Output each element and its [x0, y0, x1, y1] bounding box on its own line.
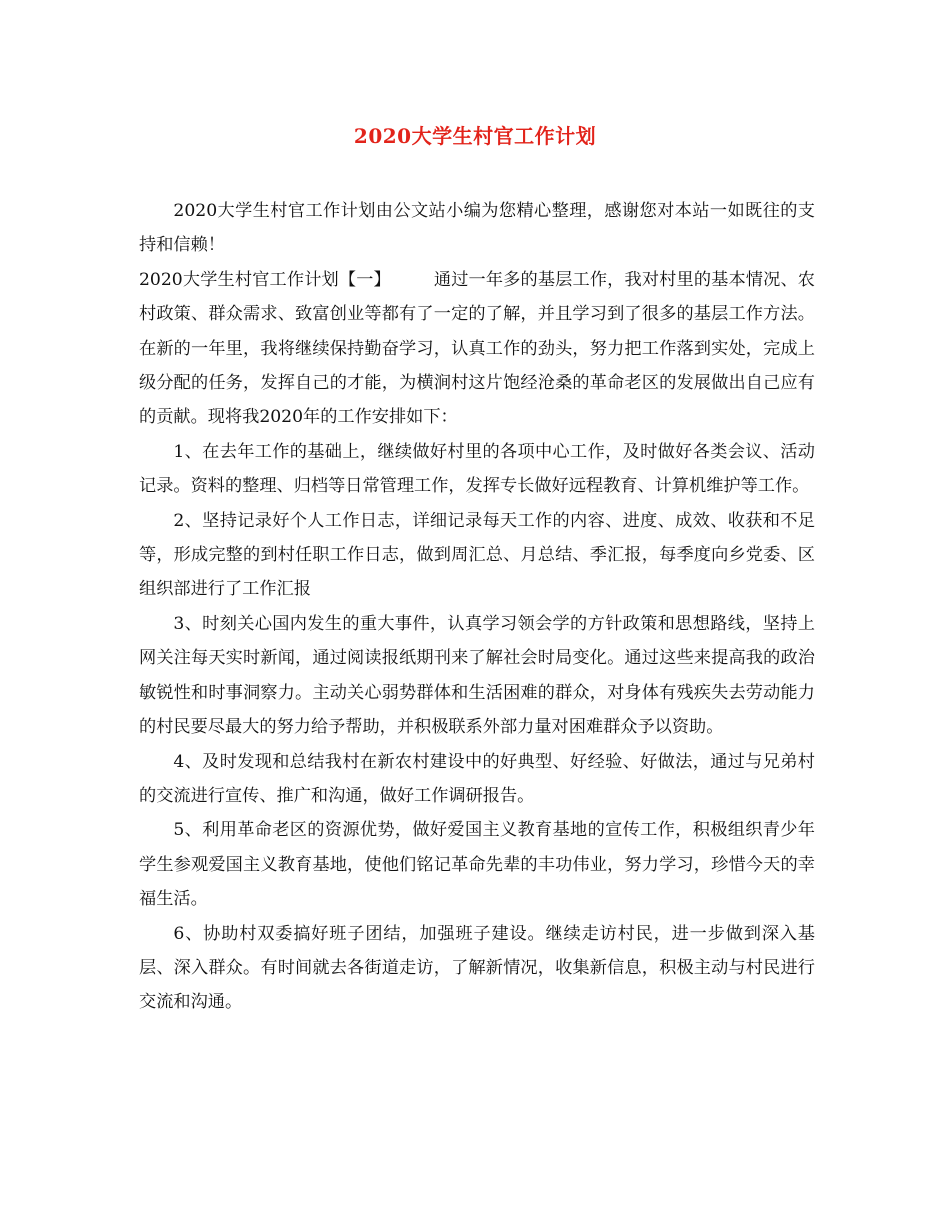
list-item-2: 2、坚持记录好个人工作日志，详细记录每天工作的内容、进度、成效、收获和不足等，形成完整的到村任职工作日志，做到周汇总、月总结、季汇报，每季度向乡党委、区组织部进行了工作汇报 — [139, 510, 815, 600]
list-item-4: 4、及时发现和总结我村在新农村建设中的好典型、好经验、好做法，通过与兄弟村的交流进行宣传、推广和沟通，做好工作调研报告。 — [139, 751, 815, 806]
intro-paragraph: 2020大学生村官工作计划由公文站小编为您精心整理，感谢您对本站一如既往的支持和信赖！ — [139, 201, 815, 256]
section-label: 2020大学生村官工作计划【一】 — [139, 269, 391, 290]
section-paragraph — [139, 263, 815, 435]
section-intro: 通过一年多的基层工作，我对村里的基本情况、农村政策、群众需求、致富创业等都有了一定的了解，并且学习到了很多的基层工作方法。在新的一年里，我将继续保持勤奋学习，认真工作的劲头，努力把工作落到实处，完成上级分配的任务，发挥自己的才能，为横涧村这片饱经沧桑的革命老区的发展做出自己应有的贡献。现将我2020年的工作安排如下： — [139, 269, 815, 428]
document-body — [139, 194, 815, 1020]
list-item-6: 6、协助村双委搞好班子团结，加强班子建设。继续走访村民，进一步做到深入基层、深入群众。有时间就去各街道走访，了解新情况，收集新信息，积极主动与村民进行交流和沟通。 — [139, 923, 815, 1013]
list-item-5: 5、利用革命老区的资源优势，做好爱国主义教育基地的宣传工作，积极组织青少年学生参观爱国主义教育基地，使他们铭记革命先辈的丰功伟业，努力学习，珍惜今天的幸福生活。 — [139, 820, 815, 910]
document-title: 2020大学生村官工作计划 — [353, 124, 597, 148]
list-item-3: 3、时刻关心国内发生的重大事件，认真学习领会学的方针政策和思想路线，坚持上网关注每天实时新闻，通过阅读报纸期刊来了解社会时局变化。通过这些来提高我的政治敏锐性和时事洞察力。主动关心弱势群体和生活困难的群众，对身体有残疾失去劳动能力的村民要尽最大的努力给予帮助，并积极联系外部力量对困难群众予以资助。 — [139, 613, 815, 738]
list-item-1: 1、在去年工作的基础上，继续做好村里的各项中心工作，及时做好各类会议、活动记录。资料的整理、归档等日常管理工作，发挥专长做好远程教育、计算机维护等工作。 — [139, 441, 815, 497]
